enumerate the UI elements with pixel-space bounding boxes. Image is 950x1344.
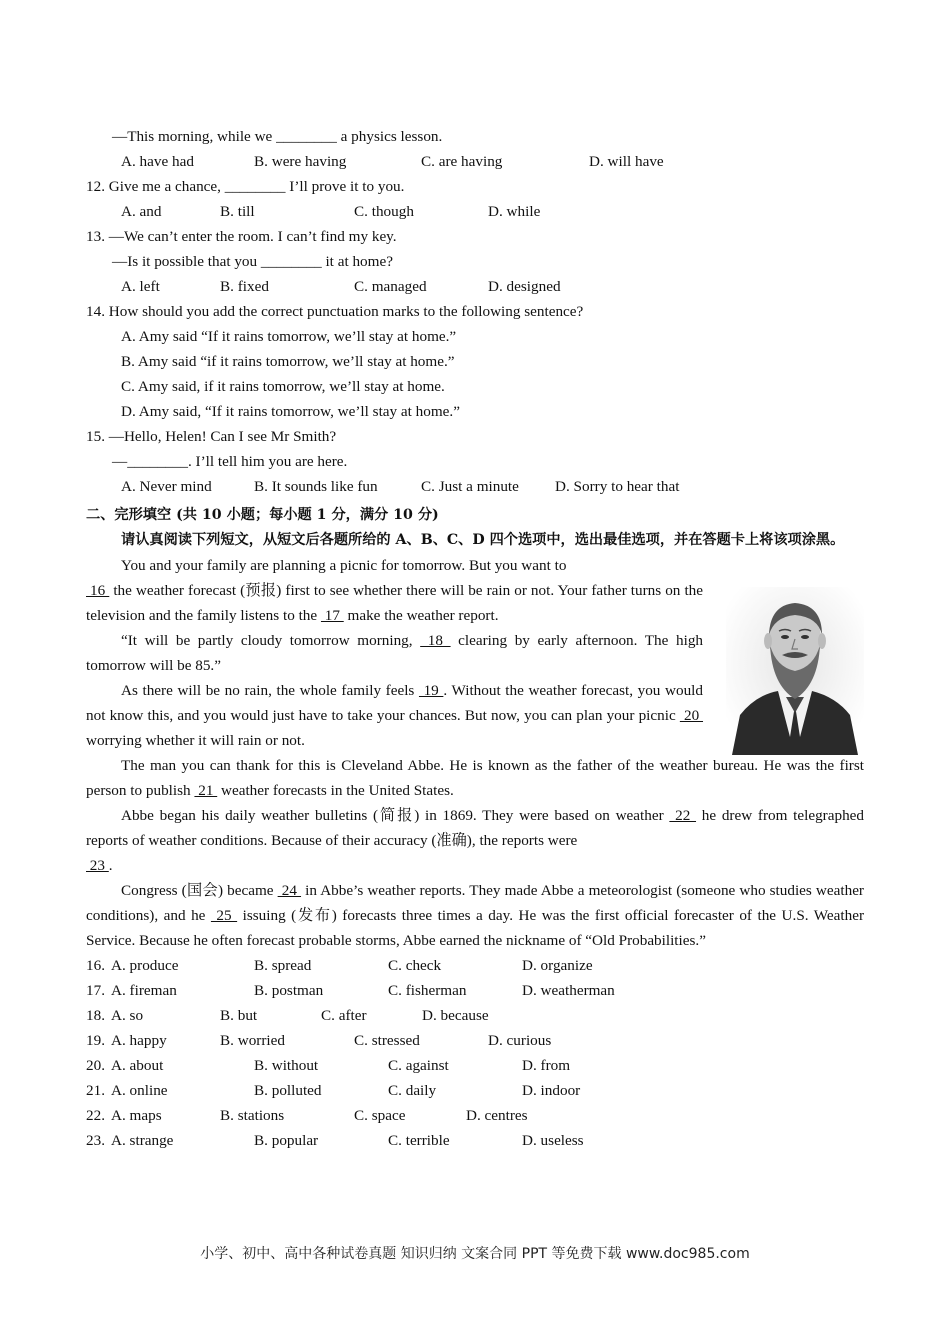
q11-reply: —This morning, while we ________ a physics lesson. bbox=[112, 128, 443, 145]
answer-18-option-d[interactable]: D. because bbox=[422, 1007, 489, 1024]
q11-option-c[interactable]: C. are having bbox=[421, 153, 503, 170]
answer-20-option-c[interactable]: C. against bbox=[388, 1057, 449, 1074]
q15-option-b[interactable]: B. It sounds like fun bbox=[254, 478, 378, 495]
q13-options bbox=[86, 274, 864, 299]
q14-option-c[interactable]: C. Amy said, if it rains tomorrow, we’ll stay at home. bbox=[121, 378, 445, 395]
answer-19-option-d[interactable]: D. curious bbox=[488, 1032, 552, 1049]
q14-option-d[interactable]: D. Amy said, “If it rains tomorrow, we’ll stay at home.” bbox=[121, 403, 460, 420]
blank-21: 21 bbox=[194, 782, 218, 799]
answer-number: 16. bbox=[86, 957, 105, 974]
answer-22-option-a[interactable]: A. maps bbox=[111, 1107, 162, 1124]
q14-option-b[interactable]: B. Amy said “if it rains tomorrow, we’ll stay at home.” bbox=[121, 353, 455, 370]
answer-options bbox=[86, 953, 864, 1153]
q15-option-d[interactable]: D. Sorry to hear that bbox=[555, 478, 680, 495]
answer-21-option-d[interactable]: D. indoor bbox=[522, 1082, 581, 1099]
page-footer: 小学、初中、高中各种试卷真题 知识归纳 文案合同 PPT 等免费下载 www.doc985.com bbox=[200, 1246, 750, 1262]
section-instruction: 请认真阅读下列短文，从短文后各题所给的 A、B、C、D 四个选项中，选出最佳选项，并在答题卡上将该项涂黑。 bbox=[121, 532, 845, 548]
passage-paragraph-3: As there will be no rain, the whole family feels 19 . Without the weather forecast, you would not know this, and you would just have to take your chances. But now, you can plan your picnic 20 worrying whether it will rain or not. bbox=[86, 682, 704, 749]
answer-21-option-c[interactable]: C. daily bbox=[388, 1082, 437, 1099]
q11-option-a[interactable]: A. have had bbox=[121, 153, 194, 170]
answer-18-option-c[interactable]: C. after bbox=[321, 1007, 367, 1024]
answer-row-17 bbox=[86, 978, 864, 1003]
q13-option-a[interactable]: A. left bbox=[121, 278, 160, 295]
q11-options bbox=[86, 149, 864, 174]
q12-stem: 12. Give me a chance, ________ I’ll prove it to you. bbox=[86, 178, 405, 195]
exam-page bbox=[86, 124, 864, 1153]
answer-number: 23. bbox=[86, 1132, 105, 1149]
answer-16-option-c[interactable]: C. check bbox=[388, 957, 442, 974]
answer-row-21 bbox=[86, 1078, 864, 1103]
answer-20-option-a[interactable]: A. about bbox=[111, 1057, 164, 1074]
answer-19-option-c[interactable]: C. stressed bbox=[354, 1032, 420, 1049]
q12-option-a[interactable]: A. and bbox=[121, 203, 162, 220]
q12-options bbox=[86, 199, 864, 224]
answer-16-option-a[interactable]: A. produce bbox=[111, 957, 179, 974]
blank-22: 22 bbox=[669, 807, 697, 824]
blank-23: 23 bbox=[86, 857, 109, 874]
answer-row-22 bbox=[86, 1103, 864, 1128]
blank-24: 24 bbox=[277, 882, 302, 899]
answer-20-option-b[interactable]: B. without bbox=[254, 1057, 319, 1074]
answer-16-option-b[interactable]: B. spread bbox=[254, 957, 312, 974]
q15-stem: 15. —Hello, Helen! Can I see Mr Smith? bbox=[86, 428, 337, 445]
q12-option-c[interactable]: C. though bbox=[354, 203, 414, 220]
answer-row-16 bbox=[86, 953, 864, 978]
answer-17-option-d[interactable]: D. weatherman bbox=[522, 982, 615, 999]
q13-option-b[interactable]: B. fixed bbox=[220, 278, 269, 295]
q15-options bbox=[86, 474, 864, 499]
answer-23-option-c[interactable]: C. terrible bbox=[388, 1132, 450, 1149]
answer-19-option-a[interactable]: A. happy bbox=[111, 1032, 167, 1049]
blank-16: 16 bbox=[86, 582, 110, 599]
q15-reply: —________. I’ll tell him you are here. bbox=[112, 453, 348, 470]
answer-17-option-a[interactable]: A. fireman bbox=[111, 982, 177, 999]
answer-21-option-b[interactable]: B. polluted bbox=[254, 1082, 322, 1099]
section-title: 二、完形填空 (共 10 小题；每小题 1 分，满分 10 分) bbox=[86, 507, 439, 523]
q13-stem: 13. —We can’t enter the room. I can’t find my key. bbox=[86, 228, 397, 245]
passage-paragraph-5: Abbe began his daily weather bulletins (简报) in 1869. They were based on weather 22 he drew from telegraphed reports of weather conditions. Because of their accuracy (准确), the reports were 23 . bbox=[86, 807, 864, 874]
answer-21-option-a[interactable]: A. online bbox=[111, 1082, 168, 1099]
q11-option-d[interactable]: D. will have bbox=[589, 153, 664, 170]
answer-row-19 bbox=[86, 1028, 864, 1053]
q14-option-a[interactable]: A. Amy said “If it rains tomorrow, we’ll stay at home.” bbox=[121, 328, 457, 345]
portrait-illustration bbox=[726, 587, 864, 755]
answer-row-20 bbox=[86, 1053, 864, 1078]
passage-paragraph-2: “It will be partly cloudy tomorrow morning, 18 clearing by early afternoon. The high tomorrow will be 85.” bbox=[86, 632, 704, 674]
q12-option-b[interactable]: B. till bbox=[220, 203, 255, 220]
answer-23-option-b[interactable]: B. popular bbox=[254, 1132, 319, 1149]
answer-row-23 bbox=[86, 1128, 864, 1153]
answer-number: 19. bbox=[86, 1032, 105, 1049]
q15-option-c[interactable]: C. Just a minute bbox=[421, 478, 519, 495]
blank-17: 17 bbox=[320, 607, 344, 624]
answer-22-option-d[interactable]: D. centres bbox=[466, 1107, 528, 1124]
passage-paragraph-1: You and your family are planning a picnic for tomorrow. But you want to 16 the weather forecast (预报) first to see whether there will be rain or not. Your father turns on the television and the family listens to the 17 make the weather report. bbox=[86, 557, 703, 624]
answer-17-option-c[interactable]: C. fisherman bbox=[388, 982, 467, 999]
passage-paragraph-6: Congress (国会) became 24 in Abbe’s weather reports. They made Abbe a meteorologist (someone who studies weather conditions), and he 25 issuing (发布) forecasts three times a day. He was the first official forecaster of the U.S. Weather Service. Because he often forecast probable storms, Abbe earned the nickname of “Old Probabilities.” bbox=[86, 882, 865, 949]
blank-18: 18 bbox=[420, 632, 451, 649]
answer-number: 20. bbox=[86, 1057, 105, 1074]
answer-number: 18. bbox=[86, 1007, 105, 1024]
answer-16-option-d[interactable]: D. organize bbox=[522, 957, 593, 974]
blank-20: 20 bbox=[679, 707, 704, 724]
answer-22-option-c[interactable]: C. space bbox=[354, 1107, 406, 1124]
answer-20-option-d[interactable]: D. from bbox=[522, 1057, 571, 1074]
answer-number: 21. bbox=[86, 1082, 105, 1099]
answer-18-option-b[interactable]: B. but bbox=[220, 1007, 258, 1024]
q11-option-b[interactable]: B. were having bbox=[254, 153, 347, 170]
answer-23-option-d[interactable]: D. useless bbox=[522, 1132, 584, 1149]
q12-option-d[interactable]: D. while bbox=[488, 203, 541, 220]
answer-number: 22. bbox=[86, 1107, 105, 1124]
blank-25: 25 bbox=[210, 907, 238, 924]
answer-row-18 bbox=[86, 1003, 864, 1028]
answer-22-option-b[interactable]: B. stations bbox=[220, 1107, 285, 1124]
answer-number: 17. bbox=[86, 982, 105, 999]
answer-23-option-a[interactable]: A. strange bbox=[111, 1132, 174, 1149]
q13-option-c[interactable]: C. managed bbox=[354, 278, 427, 295]
q14-stem: 14. How should you add the correct punctuation marks to the following sentence? bbox=[86, 303, 584, 320]
answer-17-option-b[interactable]: B. postman bbox=[254, 982, 324, 999]
q13-option-d[interactable]: D. designed bbox=[488, 278, 561, 295]
answer-19-option-b[interactable]: B. worried bbox=[220, 1032, 285, 1049]
passage-paragraph-4: The man you can thank for this is Cleveland Abbe. He is known as the father of the weather bureau. He was the first person to publish 21 weather forecasts in the United States. bbox=[86, 757, 864, 799]
blank-19: 19 bbox=[418, 682, 444, 699]
q15-option-a[interactable]: A. Never mind bbox=[121, 478, 212, 495]
q13-reply: —Is it possible that you ________ it at home? bbox=[112, 253, 393, 270]
answer-18-option-a[interactable]: A. so bbox=[111, 1007, 144, 1024]
